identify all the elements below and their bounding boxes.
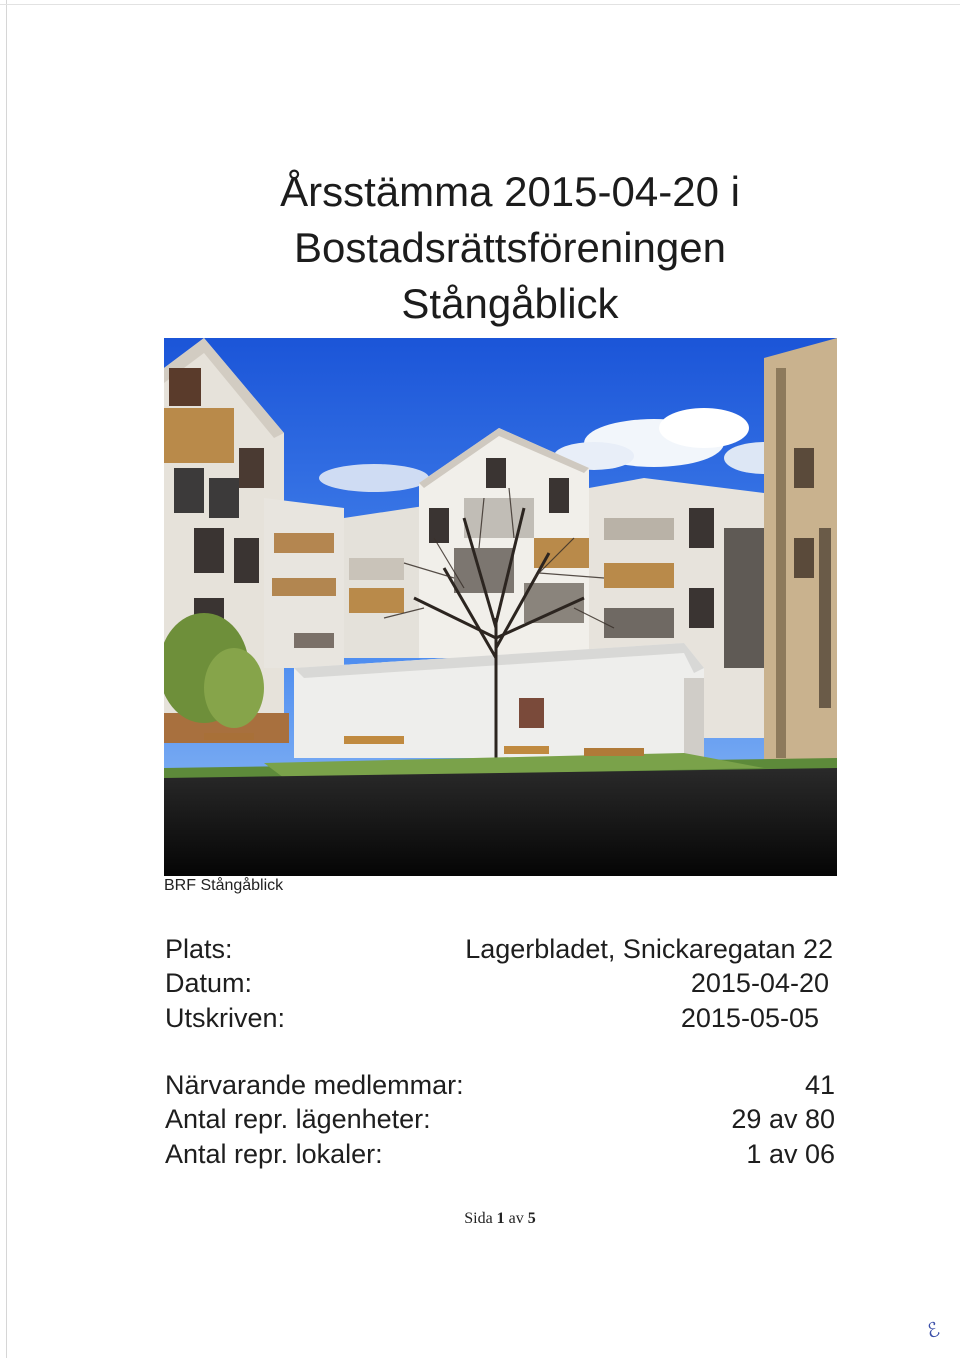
title-line-3: Stångåblick <box>401 280 619 327</box>
footer-total-pages: 5 <box>527 1210 536 1227</box>
printed-value: 2015-05-05 <box>680 1003 819 1033</box>
place-value: Lagerbladet, Snickaregatan 22 <box>465 934 833 964</box>
building-photo <box>164 338 837 876</box>
title-line-1: Årsstämma 2015-04-20 i <box>280 168 740 215</box>
photo-caption: BRF Stångåblick <box>164 877 284 894</box>
premises-represented-label: Antal repr. lokaler: <box>165 1139 383 1169</box>
handwritten-mark: ℰ <box>923 1318 943 1344</box>
title-line-2: Bostadsrättsföreningen <box>294 224 726 271</box>
page-footer <box>0 1210 960 1228</box>
scan-edge-top <box>0 4 960 5</box>
members-present-value: 41 <box>804 1070 835 1100</box>
footer-of: av <box>508 1210 524 1227</box>
members-present-label: Närvarande medlemmar: <box>165 1070 464 1100</box>
date-label: Datum: <box>165 968 253 998</box>
apartments-represented-label: Antal repr. lägenheter: <box>165 1104 431 1134</box>
place-label: Plats: <box>165 934 233 964</box>
footer-page-number: 1 <box>496 1210 505 1227</box>
date-value: 2015-04-20 <box>690 968 829 998</box>
printed-label: Utskriven: <box>165 1003 286 1033</box>
scan-edge-left <box>6 0 7 1358</box>
premises-represented-value: 1 av 06 <box>746 1139 835 1169</box>
footer-prefix: Sida <box>464 1210 493 1227</box>
apartments-represented-value: 29 av 80 <box>731 1104 835 1134</box>
document-title <box>160 164 860 332</box>
